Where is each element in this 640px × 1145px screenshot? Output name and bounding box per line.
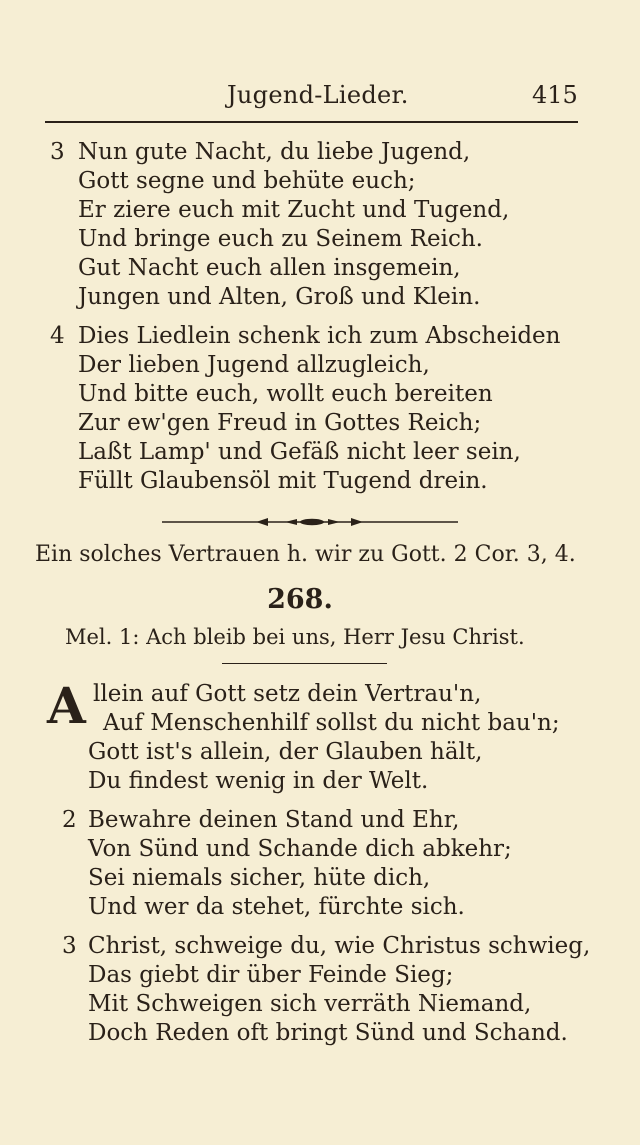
stanza-line: Von Sünd und Schande dich abkehr; — [88, 836, 512, 862]
header-rule — [45, 121, 578, 123]
stanza-line: Jungen und Alten, Groß und Klein. — [78, 284, 481, 310]
stanza-number: 4 — [50, 323, 65, 349]
stanza-line: Gott ist's allein, der Glauben hält, — [88, 739, 483, 765]
stanza-line: Sei niemals sicher, hüte dich, — [88, 865, 431, 891]
running-head — [0, 78, 640, 112]
stanza-line: Mit Schweigen sich verräth Niemand, — [88, 991, 532, 1017]
melody-reference: Mel. 1: Ach bleib bei uns, Herr Jesu Christ. — [65, 625, 525, 649]
stanza-line: Der lieben Jugend allzugleich, — [78, 352, 430, 378]
stanza-line: Gott segne und behüte euch; — [78, 168, 416, 194]
stanza-line: Gut Nacht euch allen insgemein, — [78, 255, 461, 281]
page-number: 415 — [532, 81, 578, 109]
stanza-line: Bewahre deinen Stand und Ehr, — [88, 807, 460, 833]
stanza-line: Dies Liedlein schenk ich zum Abscheiden — [78, 323, 561, 349]
stanza-line: Du findest wenig in der Welt. — [88, 768, 429, 794]
stanza-line: Zur ew'gen Freud in Gottes Reich; — [78, 410, 482, 436]
stanza-line: Christ, schweige du, wie Christus schwieg, — [88, 933, 591, 959]
hymn-number — [0, 582, 640, 618]
stanza-number: 2 — [62, 807, 77, 833]
stanza-line: Und bringe euch zu Seinem Reich. — [78, 226, 483, 252]
stanza-line: Auf Menschenhilf sollst du nicht bau'n; — [103, 710, 560, 736]
stanza-line: Doch Reden oft bringt Sünd und Schand. — [88, 1020, 568, 1046]
hymn-number-text: 268. — [267, 584, 333, 615]
section-divider-ornament — [160, 514, 460, 530]
hymn-heading: Ein solches Vertrauen h. wir zu Gott. 2 Cor. 3, 4. — [35, 542, 576, 567]
stanza-line: Nun gute Nacht, du liebe Jugend, — [78, 139, 471, 165]
melody-rule — [222, 663, 387, 664]
stanza-line: Und bitte euch, wollt euch bereiten — [78, 381, 493, 407]
stanza-line: Und wer da stehet, fürchte sich. — [88, 894, 465, 920]
stanza-number: 3 — [62, 933, 77, 959]
stanza-line: Laßt Lamp' und Gefäß nicht leer sein, — [78, 439, 521, 465]
stanza-line: Füllt Glaubensöl mit Tugend drein. — [78, 468, 488, 494]
running-title: Jugend-Lieder. — [227, 81, 409, 109]
stanza-line: Das giebt dir über Feinde Sieg; — [88, 962, 454, 988]
stanza-line: Er ziere euch mit Zucht und Tugend, — [78, 197, 510, 223]
stanza-line: llein auf Gott setz dein Vertrau'n, — [93, 681, 482, 707]
stanza-number: 3 — [50, 139, 65, 165]
drop-initial: A — [47, 676, 86, 735]
